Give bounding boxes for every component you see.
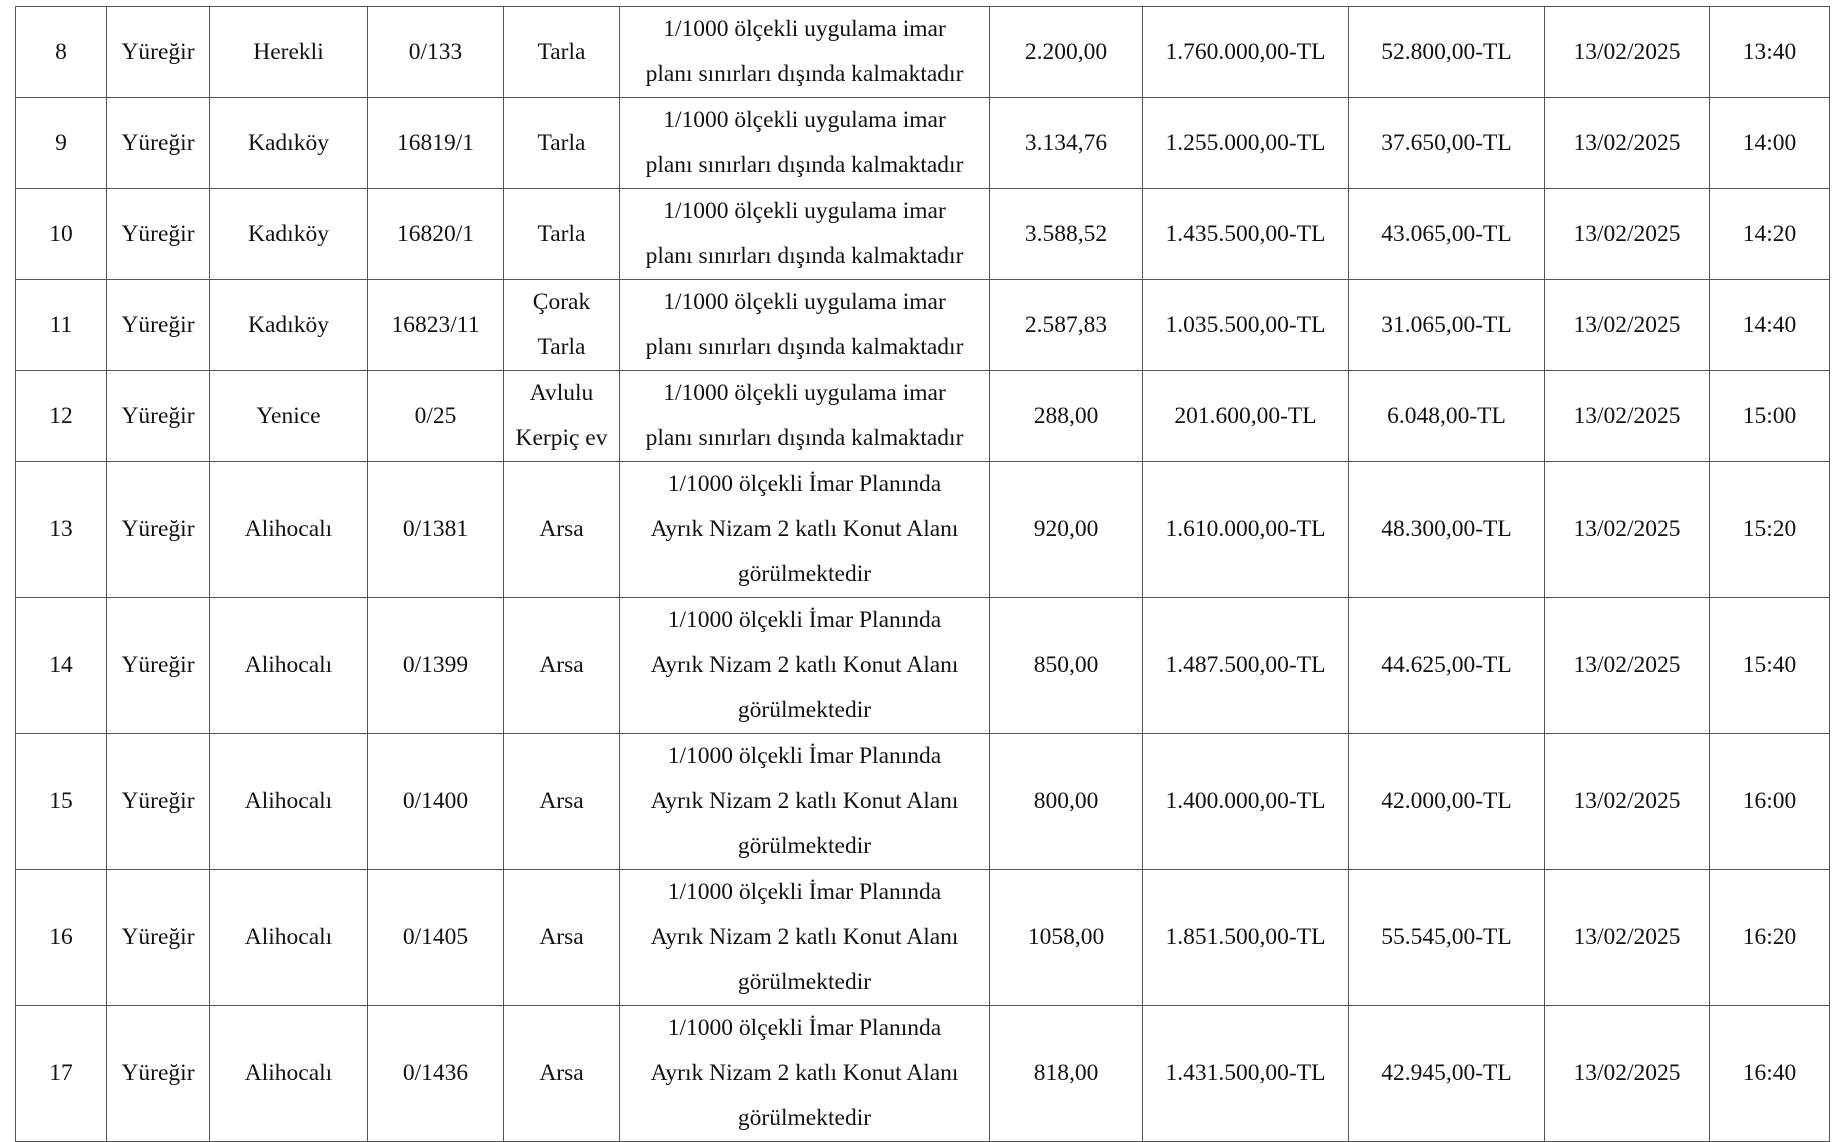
parcel-cell xyxy=(368,734,504,870)
district-cell xyxy=(107,734,210,870)
district-cell xyxy=(107,371,210,462)
block-parcel: 0/1381 xyxy=(402,516,469,542)
block-parcel: 16823/11 xyxy=(391,311,480,338)
auction-time: 14:20 xyxy=(1742,220,1797,247)
auction-time-cell xyxy=(1710,280,1830,371)
property-type-cell xyxy=(504,371,620,462)
parcel-cell xyxy=(368,870,504,1006)
zoning-status-cell xyxy=(620,870,990,1006)
deposit-amount: 37.650,00-TL xyxy=(1381,129,1512,156)
parcel-cell xyxy=(368,462,504,598)
neighborhood: Yenice xyxy=(256,402,321,429)
estimated-value: 1.035.500,00-TL xyxy=(1165,311,1326,338)
estimated-value-cell xyxy=(1143,734,1349,870)
estimated-value-cell xyxy=(1143,280,1349,371)
area-m2: 288,00 xyxy=(1033,402,1099,429)
row-number-cell xyxy=(16,870,107,1006)
zoning-status-cell xyxy=(620,280,990,371)
block-parcel: 0/1405 xyxy=(402,924,469,950)
zoning-status-line: görülmektedir xyxy=(737,833,872,859)
zoning-status-line: görülmektedir xyxy=(737,561,872,587)
row-number: 12 xyxy=(49,402,73,429)
auction-time: 14:40 xyxy=(1742,311,1797,338)
table-row xyxy=(16,734,1830,870)
property-type-line: Tarla xyxy=(537,334,586,360)
row-number: 8 xyxy=(55,38,67,65)
auction-date-cell xyxy=(1545,280,1710,371)
neighborhood-cell xyxy=(210,189,368,280)
row-number-cell xyxy=(16,280,107,371)
auction-date-cell xyxy=(1545,1006,1710,1142)
parcel-cell xyxy=(368,1006,504,1142)
deposit-amount: 52.800,00-TL xyxy=(1381,38,1512,65)
auction-date: 13/02/2025 xyxy=(1573,924,1681,950)
row-number-cell xyxy=(16,598,107,734)
area-m2: 3.588,52 xyxy=(1024,220,1108,247)
estimated-value-cell xyxy=(1143,462,1349,598)
parcel-cell xyxy=(368,598,504,734)
zoning-status-line: 1/1000 ölçekli uygulama imar xyxy=(663,198,946,224)
parcel-cell xyxy=(368,98,504,189)
neighborhood: Alihocalı xyxy=(244,1060,333,1086)
neighborhood-cell xyxy=(210,870,368,1006)
area-m2: 800,00 xyxy=(1033,788,1099,814)
table-row xyxy=(16,462,1830,598)
auction-time: 15:20 xyxy=(1742,516,1797,542)
area-cell xyxy=(990,280,1143,371)
auction-time-cell xyxy=(1710,98,1830,189)
auction-date-cell xyxy=(1545,598,1710,734)
deposit-amount: 55.545,00-TL xyxy=(1381,924,1512,950)
deposit-cell xyxy=(1349,98,1545,189)
estimated-value: 1.431.500,00-TL xyxy=(1165,1060,1326,1086)
estimated-value-cell xyxy=(1143,189,1349,280)
block-parcel: 16819/1 xyxy=(396,129,475,156)
area-m2: 2.200,00 xyxy=(1024,38,1108,65)
table-row xyxy=(16,1006,1830,1142)
neighborhood-cell xyxy=(210,98,368,189)
estimated-value-cell xyxy=(1143,371,1349,462)
neighborhood: Kadıköy xyxy=(248,129,329,156)
block-parcel: 0/1399 xyxy=(402,652,469,678)
parcel-cell xyxy=(368,7,504,98)
neighborhood: Herekli xyxy=(253,38,324,65)
auction-date: 13/02/2025 xyxy=(1573,516,1681,542)
district: Yüreğir xyxy=(121,311,195,338)
property-type-cell xyxy=(504,7,620,98)
district-cell xyxy=(107,462,210,598)
auction-time: 16:40 xyxy=(1742,1060,1797,1086)
neighborhood-cell xyxy=(210,598,368,734)
district: Yüreğir xyxy=(121,129,195,156)
property-type-cell xyxy=(504,598,620,734)
district-cell xyxy=(107,98,210,189)
area-cell xyxy=(990,7,1143,98)
table-row xyxy=(16,870,1830,1006)
neighborhood-cell xyxy=(210,371,368,462)
auction-time-cell xyxy=(1710,734,1830,870)
deposit-cell xyxy=(1349,734,1545,870)
auction-date: 13/02/2025 xyxy=(1573,652,1681,678)
auction-date: 13/02/2025 xyxy=(1573,788,1681,814)
zoning-status-line: görülmektedir xyxy=(737,969,872,995)
block-parcel: 0/1436 xyxy=(402,1060,469,1086)
deposit-amount: 43.065,00-TL xyxy=(1381,220,1512,247)
auction-date: 13/02/2025 xyxy=(1573,402,1681,429)
auction-date-cell xyxy=(1545,734,1710,870)
property-type-cell xyxy=(504,98,620,189)
area-m2: 3.134,76 xyxy=(1024,129,1108,156)
area-m2: 2.587,83 xyxy=(1024,311,1108,338)
estimated-value: 201.600,00-TL xyxy=(1174,402,1317,429)
neighborhood: Kadıköy xyxy=(248,220,329,247)
area-m2: 850,00 xyxy=(1033,652,1099,678)
neighborhood: Kadıköy xyxy=(248,311,329,338)
block-parcel: 0/1400 xyxy=(402,788,469,814)
zoning-status-cell xyxy=(620,598,990,734)
deposit-cell xyxy=(1349,7,1545,98)
zoning-status-line: planı sınırları dışında kalmaktadır xyxy=(645,152,964,178)
area-m2: 920,00 xyxy=(1033,516,1099,542)
property-type-cell xyxy=(504,280,620,371)
row-number: 15 xyxy=(49,788,73,814)
row-number-cell xyxy=(16,462,107,598)
zoning-status-cell xyxy=(620,98,990,189)
auction-time-cell xyxy=(1710,462,1830,598)
auction-date-cell xyxy=(1545,870,1710,1006)
block-parcel: 16820/1 xyxy=(396,220,475,247)
auction-date: 13/02/2025 xyxy=(1573,129,1681,156)
zoning-status-cell xyxy=(620,734,990,870)
table-row xyxy=(16,189,1830,280)
table-row xyxy=(16,98,1830,189)
deposit-amount: 42.000,00-TL xyxy=(1381,788,1512,814)
area-cell xyxy=(990,189,1143,280)
property-type-line: Kerpiç ev xyxy=(515,425,608,451)
zoning-status-cell xyxy=(620,7,990,98)
deposit-amount: 48.300,00-TL xyxy=(1381,516,1512,542)
neighborhood: Alihocalı xyxy=(244,652,333,678)
area-cell xyxy=(990,598,1143,734)
row-number-cell xyxy=(16,7,107,98)
district: Yüreğir xyxy=(121,1060,195,1086)
parcel-cell xyxy=(368,371,504,462)
auction-time: 13:40 xyxy=(1742,38,1797,65)
zoning-status-line: 1/1000 ölçekli uygulama imar xyxy=(663,380,946,406)
auction-time-cell xyxy=(1710,7,1830,98)
neighborhood: Alihocalı xyxy=(244,788,333,814)
deposit-cell xyxy=(1349,371,1545,462)
estimated-value-cell xyxy=(1143,870,1349,1006)
row-number-cell xyxy=(16,734,107,870)
block-parcel: 0/133 xyxy=(408,38,463,65)
table-row xyxy=(16,371,1830,462)
zoning-status-cell xyxy=(620,189,990,280)
neighborhood-cell xyxy=(210,734,368,870)
district-cell xyxy=(107,280,210,371)
zoning-status-line: Ayrık Nizam 2 katlı Konut Alanı xyxy=(650,924,959,950)
auction-time: 16:20 xyxy=(1742,924,1797,950)
district: Yüreğir xyxy=(121,788,195,814)
row-number: 11 xyxy=(49,311,73,338)
district: Yüreğir xyxy=(121,924,195,950)
auction-date: 13/02/2025 xyxy=(1573,38,1681,65)
property-type-cell xyxy=(504,1006,620,1142)
auction-time-cell xyxy=(1710,189,1830,280)
district: Yüreğir xyxy=(121,652,195,678)
auction-date: 13/02/2025 xyxy=(1573,220,1681,247)
estimated-value-cell xyxy=(1143,1006,1349,1142)
property-type-line: Avlulu xyxy=(529,380,594,406)
auction-date-cell xyxy=(1545,7,1710,98)
area-m2: 1058,00 xyxy=(1027,924,1105,950)
estimated-value: 1.851.500,00-TL xyxy=(1165,924,1326,950)
property-type-line: Arsa xyxy=(539,1060,584,1086)
district-cell xyxy=(107,870,210,1006)
auction-time-cell xyxy=(1710,371,1830,462)
auction-date: 13/02/2025 xyxy=(1573,1060,1681,1086)
area-cell xyxy=(990,371,1143,462)
zoning-status-line: Ayrık Nizam 2 katlı Konut Alanı xyxy=(650,516,959,542)
row-number: 16 xyxy=(49,924,73,950)
table-row xyxy=(16,7,1830,98)
property-type-line: Arsa xyxy=(539,516,584,542)
block-parcel: 0/25 xyxy=(414,402,457,429)
auction-time: 16:00 xyxy=(1742,788,1797,814)
auction-time: 15:40 xyxy=(1742,652,1797,678)
zoning-status-line: Ayrık Nizam 2 katlı Konut Alanı xyxy=(650,1060,959,1086)
zoning-status-line: planı sınırları dışında kalmaktadır xyxy=(645,243,964,269)
zoning-status-line: 1/1000 ölçekli İmar Planında xyxy=(667,471,942,497)
deposit-cell xyxy=(1349,870,1545,1006)
deposit-amount: 6.048,00-TL xyxy=(1387,402,1506,429)
auction-date: 13/02/2025 xyxy=(1573,311,1681,338)
neighborhood-cell xyxy=(210,7,368,98)
deposit-cell xyxy=(1349,189,1545,280)
zoning-status-line: planı sınırları dışında kalmaktadır xyxy=(645,425,964,451)
auction-date-cell xyxy=(1545,189,1710,280)
property-type-cell xyxy=(504,734,620,870)
auction-date-cell xyxy=(1545,371,1710,462)
property-type-line: Tarla xyxy=(537,220,586,247)
auction-time: 14:00 xyxy=(1742,129,1797,156)
zoning-status-line: Ayrık Nizam 2 katlı Konut Alanı xyxy=(650,652,959,678)
district: Yüreğir xyxy=(121,38,195,65)
deposit-cell xyxy=(1349,462,1545,598)
zoning-status-line: 1/1000 ölçekli uygulama imar xyxy=(663,289,946,315)
deposit-amount: 44.625,00-TL xyxy=(1381,652,1512,678)
property-type-cell xyxy=(504,462,620,598)
zoning-status-line: görülmektedir xyxy=(737,1105,872,1131)
table-body xyxy=(16,7,1830,1142)
estimated-value-cell xyxy=(1143,7,1349,98)
area-cell xyxy=(990,1006,1143,1142)
zoning-status-line: 1/1000 ölçekli İmar Planında xyxy=(667,607,942,633)
row-number-cell xyxy=(16,371,107,462)
auction-time-cell xyxy=(1710,598,1830,734)
auction-date-cell xyxy=(1545,462,1710,598)
area-cell xyxy=(990,98,1143,189)
table-row xyxy=(16,280,1830,371)
deposit-amount: 42.945,00-TL xyxy=(1381,1060,1512,1086)
zoning-status-line: 1/1000 ölçekli İmar Planında xyxy=(667,1015,942,1041)
estimated-value-cell xyxy=(1143,598,1349,734)
row-number: 13 xyxy=(49,516,73,542)
neighborhood-cell xyxy=(210,1006,368,1142)
property-type-line: Arsa xyxy=(539,788,584,814)
neighborhood-cell xyxy=(210,280,368,371)
row-number: 10 xyxy=(49,220,73,247)
district-cell xyxy=(107,7,210,98)
deposit-cell xyxy=(1349,280,1545,371)
zoning-status-line: Ayrık Nizam 2 katlı Konut Alanı xyxy=(650,788,959,814)
neighborhood-cell xyxy=(210,462,368,598)
zoning-status-cell xyxy=(620,462,990,598)
neighborhood: Alihocalı xyxy=(244,924,333,950)
parcel-cell xyxy=(368,280,504,371)
property-type-line: Tarla xyxy=(537,38,586,65)
estimated-value-cell xyxy=(1143,98,1349,189)
row-number: 17 xyxy=(49,1060,73,1086)
estimated-value: 1.610.000,00-TL xyxy=(1165,516,1326,542)
estimated-value: 1.760.000,00-TL xyxy=(1165,38,1326,65)
auction-time: 15:00 xyxy=(1742,402,1797,429)
parcel-cell xyxy=(368,189,504,280)
property-type-line: Arsa xyxy=(539,924,584,950)
property-type-cell xyxy=(504,870,620,1006)
district: Yüreğir xyxy=(121,220,195,247)
deposit-cell xyxy=(1349,1006,1545,1142)
property-type-line: Tarla xyxy=(537,129,586,156)
zoning-status-cell xyxy=(620,371,990,462)
district-cell xyxy=(107,1006,210,1142)
row-number-cell xyxy=(16,189,107,280)
zoning-status-cell xyxy=(620,1006,990,1142)
zoning-status-line: 1/1000 ölçekli İmar Planında xyxy=(667,743,942,769)
deposit-cell xyxy=(1349,598,1545,734)
estimated-value: 1.435.500,00-TL xyxy=(1165,220,1326,247)
estimated-value: 1.487.500,00-TL xyxy=(1165,652,1326,678)
row-number-cell xyxy=(16,98,107,189)
deposit-amount: 31.065,00-TL xyxy=(1381,311,1512,338)
estimated-value: 1.400.000,00-TL xyxy=(1165,788,1326,814)
area-m2: 818,00 xyxy=(1033,1060,1099,1086)
zoning-status-line: 1/1000 ölçekli uygulama imar xyxy=(663,107,946,133)
property-type-line: Çorak xyxy=(532,289,591,315)
district: Yüreğir xyxy=(121,516,195,542)
property-type-cell xyxy=(504,189,620,280)
area-cell xyxy=(990,734,1143,870)
area-cell xyxy=(990,870,1143,1006)
estimated-value: 1.255.000,00-TL xyxy=(1165,129,1326,156)
area-cell xyxy=(990,462,1143,598)
property-auction-table xyxy=(15,6,1830,1142)
zoning-status-line: planı sınırları dışında kalmaktadır xyxy=(645,61,964,87)
district-cell xyxy=(107,598,210,734)
zoning-status-line: 1/1000 ölçekli İmar Planında xyxy=(667,879,942,905)
neighborhood: Alihocalı xyxy=(244,516,333,542)
auction-time-cell xyxy=(1710,870,1830,1006)
table-row xyxy=(16,598,1830,734)
auction-date-cell xyxy=(1545,98,1710,189)
zoning-status-line: görülmektedir xyxy=(737,697,872,723)
zoning-status-line: planı sınırları dışında kalmaktadır xyxy=(645,334,964,360)
row-number: 14 xyxy=(49,652,73,678)
zoning-status-line: 1/1000 ölçekli uygulama imar xyxy=(663,16,946,42)
row-number-cell xyxy=(16,1006,107,1142)
property-type-line: Arsa xyxy=(539,652,584,678)
auction-time-cell xyxy=(1710,1006,1830,1142)
row-number: 9 xyxy=(55,129,67,156)
district: Yüreğir xyxy=(121,402,195,429)
district-cell xyxy=(107,189,210,280)
